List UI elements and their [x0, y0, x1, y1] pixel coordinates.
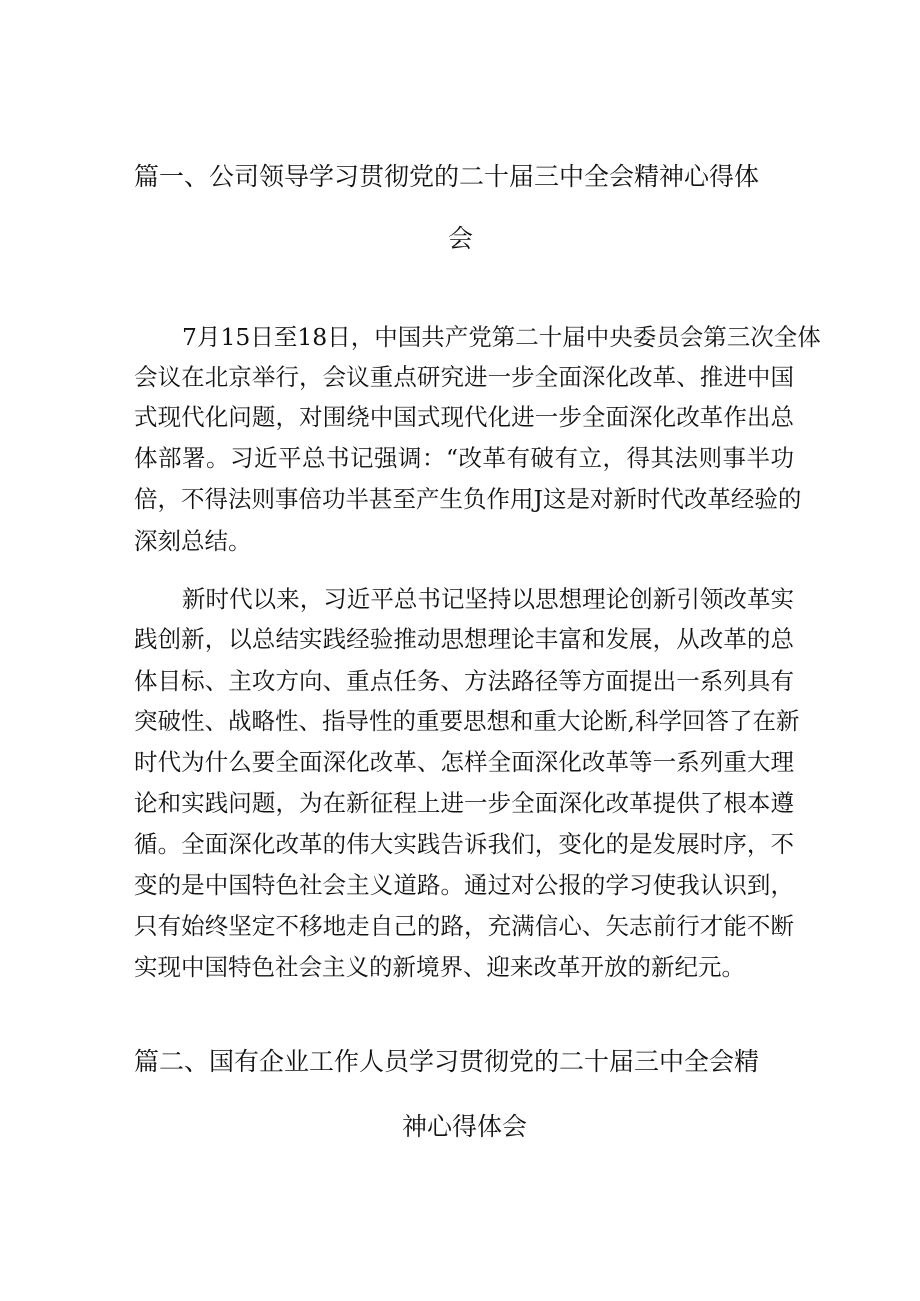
article-1-title-line-2: 会	[448, 224, 474, 253]
article-1-paragraph-2-line: 践创新，以总结实践经验推动思想理论丰富和发展，从改革的总	[134, 625, 794, 653]
article-1-paragraph-2-line: 只有始终坚定不移地走自己的路，充满信心、矢志前行才能不断	[134, 912, 794, 940]
article-1-paragraph-1-line: 体部署。习近平总书记强调：“改革有破有立，得其法则事半功	[134, 444, 794, 472]
article-2-title-line-1: 篇二、国有企业工作人员学习贯彻党的二十届三中全会精	[134, 1047, 760, 1076]
article-1-paragraph-2-line: 时代为什么要全面深化改革、怎样全面深化改革等一系列重大理	[134, 748, 794, 776]
article-1-paragraph-2-line: 突破性、战略性、指导性的重要思想和重大论断,科学回答了在新	[134, 707, 800, 735]
article-1-paragraph-1-line: 会议在北京举行，会议重点研究进一步全面深化改革、推进中国	[134, 363, 794, 391]
article-1-paragraph-1-line: 7月15日至18日，中国共产党第二十届中央委员会第三次全体	[182, 323, 821, 351]
article-1-paragraph-2-line: 循。全面深化改革的伟大实践告诉我们，变化的是发展时序，不	[134, 830, 794, 858]
article-1-paragraph-1-line: 倍，不得法则事倍功半甚至产生负作用J这是对新时代改革经验的	[134, 485, 802, 513]
article-2-title-line-2: 神心得体会	[402, 1112, 528, 1141]
article-1-paragraph-2-line: 新时代以来，习近平总书记坚持以思想理论创新引领改革实	[182, 585, 794, 613]
article-1-paragraph-2-line: 论和实践问题，为在新征程上进一步全面深化改革提供了根本遵	[134, 789, 794, 817]
article-1-paragraph-2-line: 实现中国特色社会主义的新境界、迎来改革开放的新纪元。	[134, 953, 745, 981]
article-1-paragraph-2-line: 变的是中国特色社会主义道路。通过对公报的学习使我认识到，	[134, 871, 794, 899]
article-1-paragraph-1-line: 式现代化问题，对围绕中国式现代化进一步全面深化改革作出总	[134, 403, 794, 431]
article-1-paragraph-2-line: 体目标、主攻方向、重点任务、方法路径等方面提出一系列具有	[134, 667, 794, 695]
article-1-title-line-1: 篇一、公司领导学习贯彻党的二十届三中全会精神心得体	[134, 162, 760, 191]
article-1-paragraph-1-line: 深刻总结。	[134, 527, 252, 555]
